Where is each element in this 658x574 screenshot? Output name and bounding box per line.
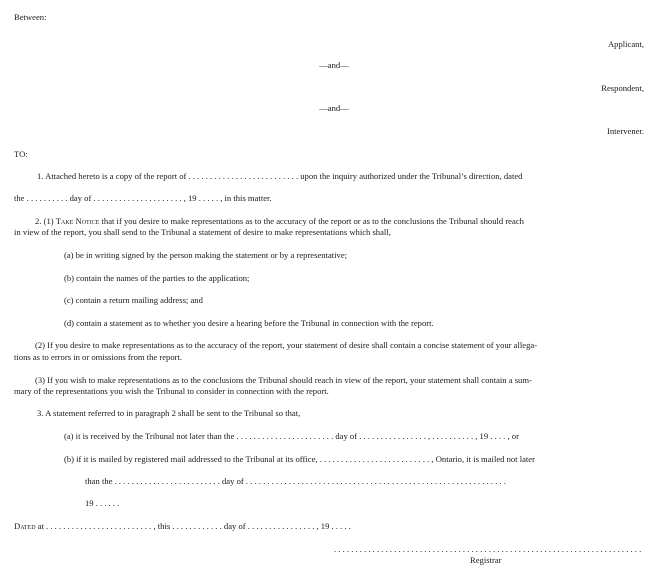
para2-line2: in view of the report, you shall send to the Tribunal a statement of desire to make representations which shall, xyxy=(14,227,391,237)
para2-line1-text: that if you desire to make representations as to the accuracy of the report or as to the conclusions the Tribunal should reach xyxy=(99,216,524,226)
dated-fields: at . . . . . . . . . . . . . . . . . . . . . . . . . , this . . . . . . . . . . . . day of . . . . . . . . . . . . . . . . , 19 . . . . . xyxy=(35,521,351,531)
para2-item-a: (a) be in writing signed by the person making the statement or by a representative; xyxy=(64,250,348,260)
between-label: Between: xyxy=(14,12,47,22)
para3-item-b-line1: (b) if it is mailed by registered mail addressed to the Tribunal at its office, . . . . . . . . . . . . . . . . . . . . . . . . . . , Ontario, it is mailed not later xyxy=(64,454,535,464)
para2-item-b: (b) contain the names of the parties to the application; xyxy=(64,273,250,283)
para1-line2: the . . . . . . . . . . day of . . . . . . . . . . . . . . . . . . . . . , 19 . . . . . , in this matter. xyxy=(14,193,272,203)
to-label: TO: xyxy=(14,149,28,159)
and-separator-2: —and— xyxy=(319,103,349,113)
para3-item-b-line2: than the . . . . . . . . . . . . . . . . . . . . . . . . . day of . . . . . . . . . . . . . . . . . . . . . . . . . . . . . . . . . . . . . . . . . . . . . . . . . . . . . . . . . . . . . xyxy=(85,476,506,486)
signature-line: . . . . . . . . . . . . . . . . . . . . . . . . . . . . . . . . . . . . . . . . . . . . . . . . . . . . . . . . . . . . . . . . . . . . . . . . xyxy=(334,544,642,554)
applicant-label: Applicant, xyxy=(607,39,644,49)
intervener-label: Intervener. xyxy=(607,126,644,136)
para2-sub2-line1: (2) If you desire to make representations as to the accuracy of the report, your statement of desire shall contain a concise statement of your allega- xyxy=(35,340,538,350)
para3-item-a: (a) it is received by the Tribunal not later than the . . . . . . . . . . . . . . . . . . . . . . . day of . . . . . . . . . . . . . . . . , . . . . . . . . . . , 19 . . . . , or xyxy=(64,431,519,441)
para2-number: 2. (1) xyxy=(35,216,56,226)
para3-item-b-line3: 19 . . . . . . xyxy=(85,498,120,508)
respondent-label: Respondent, xyxy=(601,83,644,93)
para2-sub3-line1: (3) If you wish to make representations as to the conclusions the Tribunal should reach in view of the report, your statement shall contain a sum- xyxy=(35,375,532,385)
registrar-label: Registrar xyxy=(470,555,502,565)
para1-line1: 1. Attached hereto is a copy of the report of . . . . . . . . . . . . . . . . . . . . . . . . . . upon the inquiry authorized under the Tribunal’s direction, dated xyxy=(37,171,523,181)
para2-sub2-line2: tions as to errors in or omissions from the report. xyxy=(14,352,183,362)
para2-sub3-line2: mary of the representations you wish the Tribunal to consider in connection with the report. xyxy=(14,386,329,396)
para2-item-d: (d) contain a statement as to whether you desire a hearing before the Tribunal in connection with the report. xyxy=(64,318,434,328)
para2-item-c: (c) contain a return mailing address; and xyxy=(64,295,203,305)
dated-line xyxy=(14,522,351,532)
para2-line1 xyxy=(35,217,524,227)
take-notice-text: Take Notice xyxy=(55,216,100,226)
and-separator-1: —and— xyxy=(319,60,349,70)
para3-intro: 3. A statement referred to in paragraph 2 shall be sent to the Tribunal so that, xyxy=(37,408,301,418)
dated-label: Dated xyxy=(14,521,36,531)
